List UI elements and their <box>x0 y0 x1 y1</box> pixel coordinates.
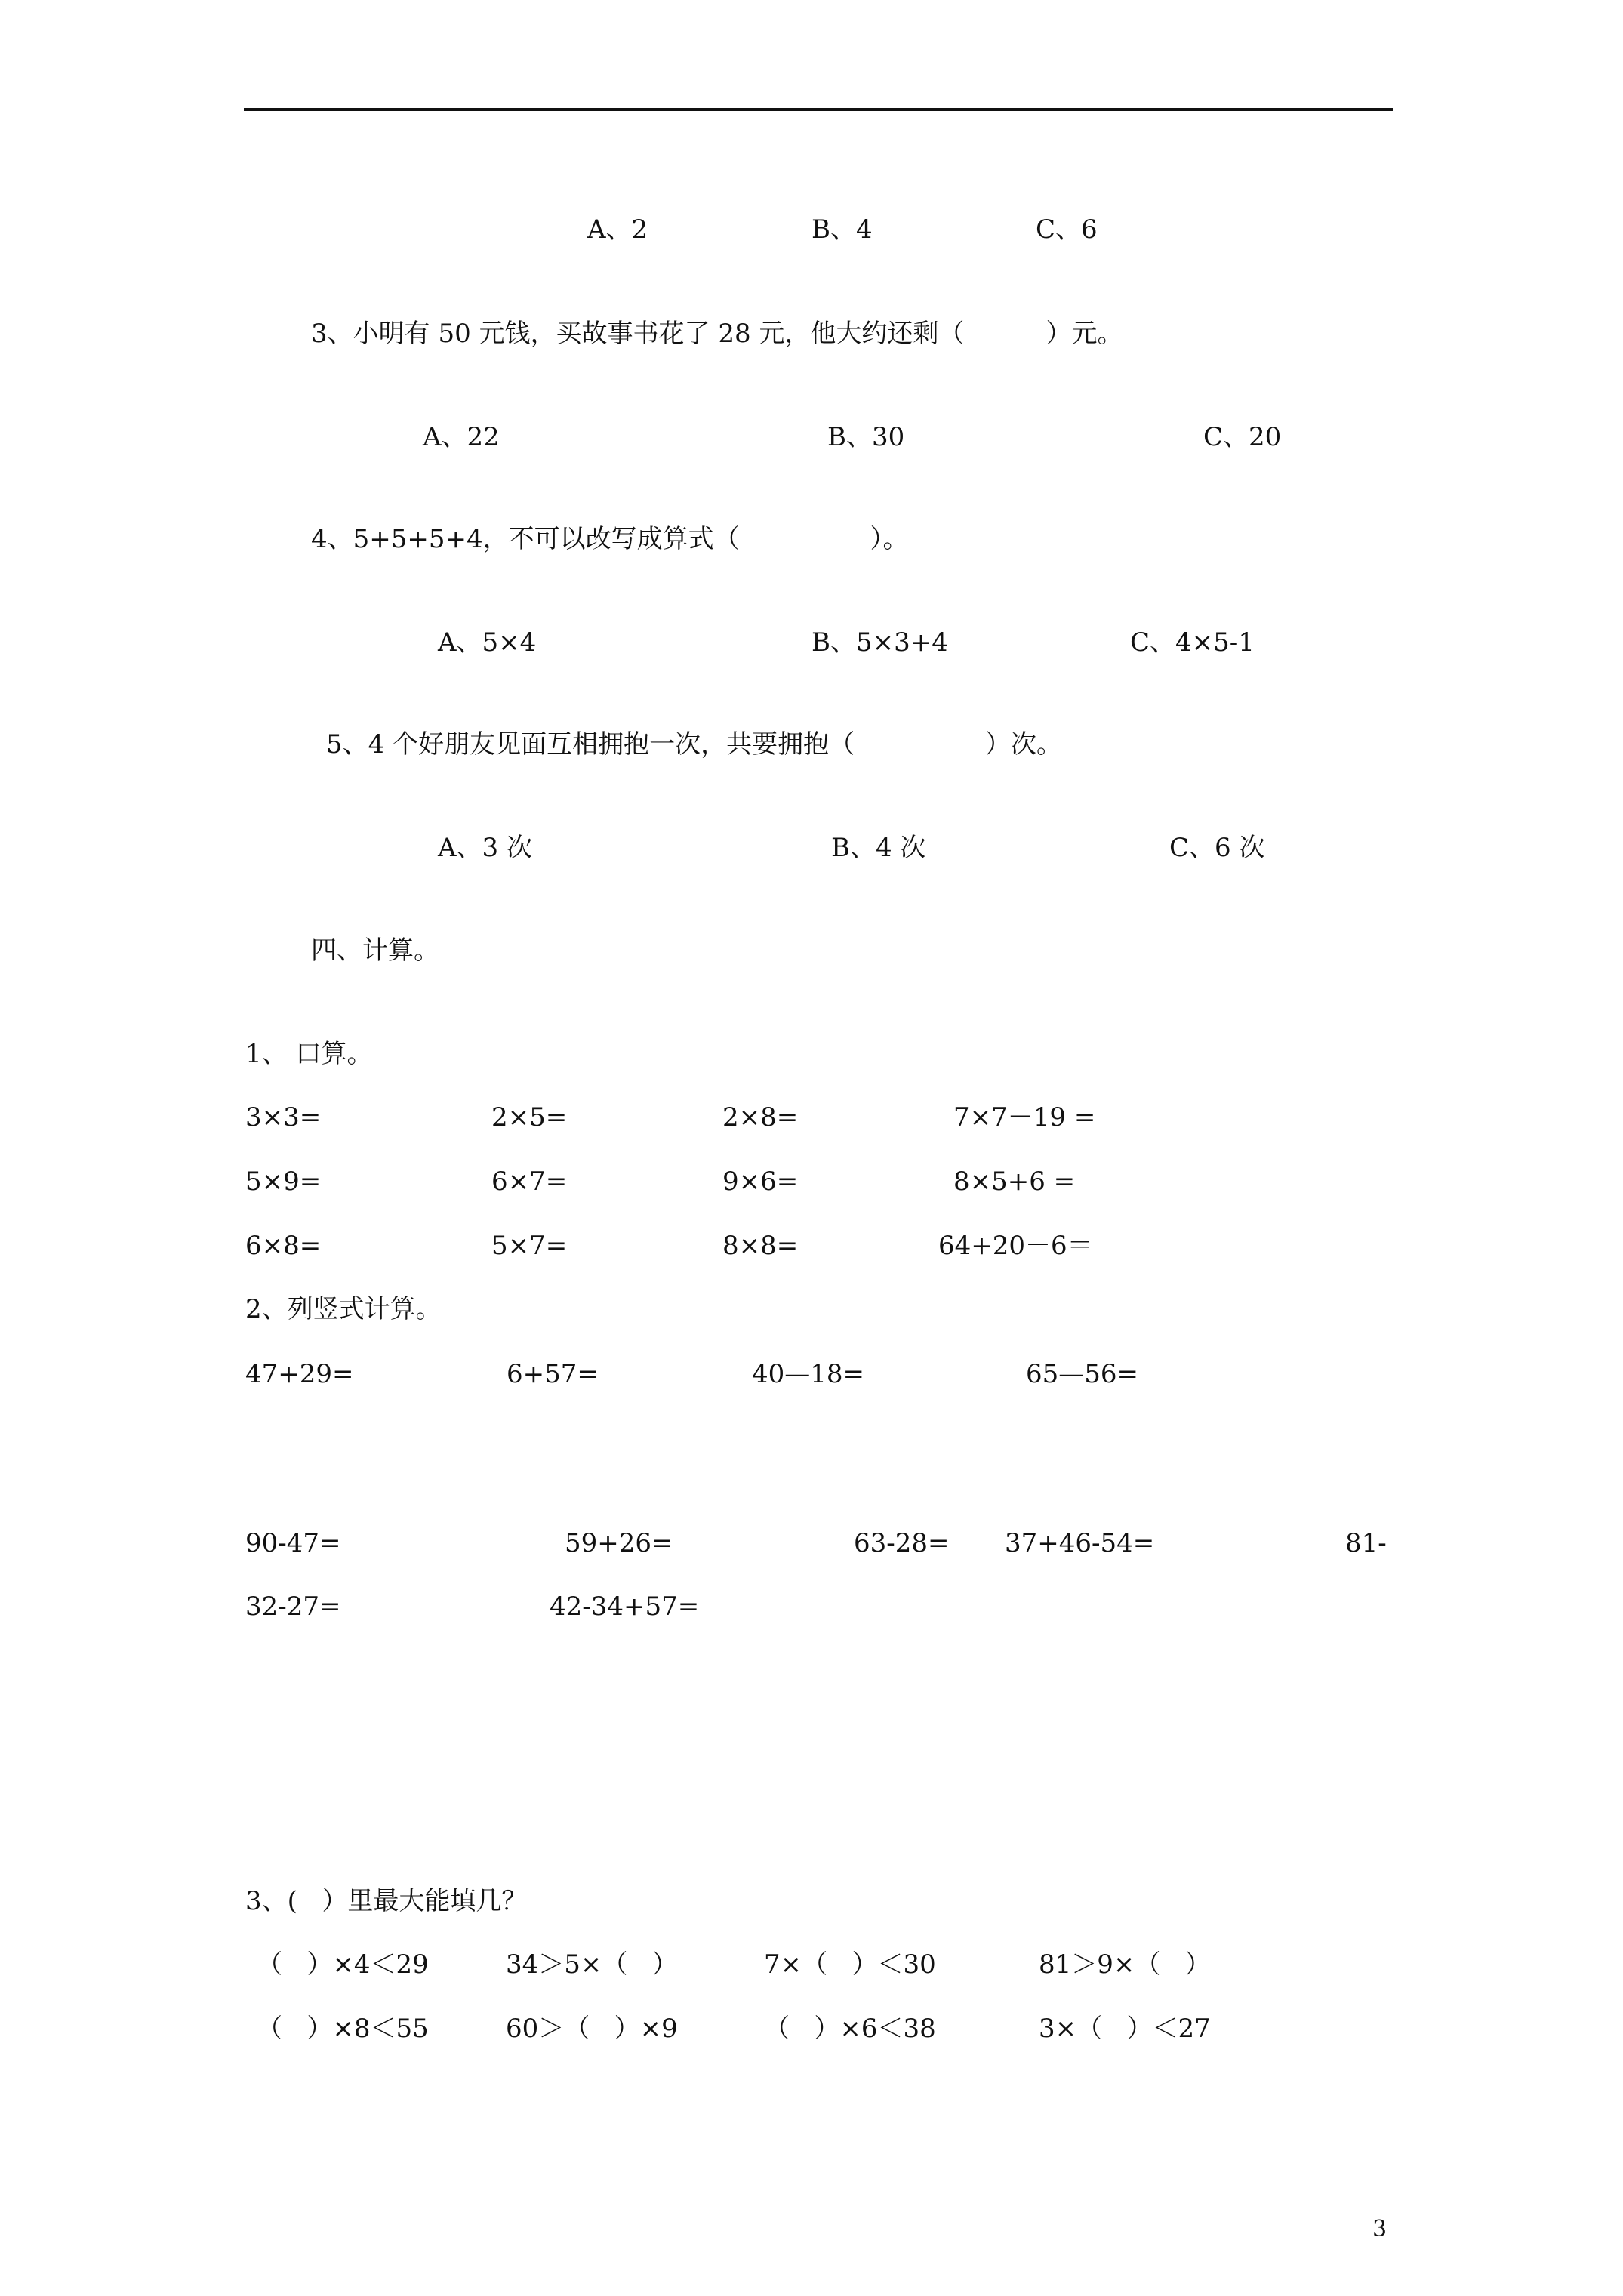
oral-item: 9×6= <box>722 1166 799 1197</box>
section4-title: 四、计算。 <box>311 935 439 966</box>
fill-blank-item: 60＞（ ）×9 <box>506 2014 678 2044</box>
q3-question: 3、小明有 50 元钱，买故事书花了 28 元，他大约还剩（ ）元。 <box>311 319 1123 349</box>
q2-option-a: A、2 <box>587 214 648 245</box>
oral-item: 2×5= <box>491 1102 568 1133</box>
q2-option-b: B、4 <box>812 214 873 245</box>
oral-item: 7×7－19 = <box>953 1102 1096 1133</box>
vertical-calc-item: 65—56= <box>1026 1359 1139 1389</box>
q2-option-c: C、6 <box>1036 214 1098 245</box>
vertical-calc-item: 40—18= <box>752 1359 865 1389</box>
q5-option-a: A、3 次 <box>438 833 532 863</box>
fill-blank-item: （ ）×6＜38 <box>764 2014 936 2044</box>
oral-item: 6×7= <box>491 1166 568 1197</box>
q5-question: 5、4 个好朋友见面互相拥抱一次，共要拥抱（ ）次。 <box>326 729 1062 760</box>
oral-item: 64+20－6＝ <box>938 1231 1093 1261</box>
oral-item: 3×3= <box>245 1102 322 1133</box>
part3-title: 3、( ）里最大能填几？ <box>245 1886 528 1916</box>
q4-option-b: B、5×3+4 <box>812 627 948 658</box>
q4-question: 4、5+5+5+4，不可以改写成算式（ ）。 <box>311 524 909 554</box>
fill-blank-item: 34＞5×（ ） <box>506 1949 678 1980</box>
oral-item: 2×8= <box>722 1102 799 1133</box>
vertical-calc-item: 81- <box>1345 1528 1387 1558</box>
part1-title: 1、 口算。 <box>245 1039 373 1069</box>
q4-option-c: C、4×5-1 <box>1130 627 1255 658</box>
q3-option-a: A、22 <box>423 422 500 452</box>
page-number: 3 <box>1372 2216 1387 2242</box>
fill-blank-item: （ ）×4＜29 <box>257 1949 429 1980</box>
q5-option-c: C、6 次 <box>1169 833 1265 863</box>
fill-blank-item: 81＞9×（ ） <box>1039 1949 1211 1980</box>
oral-item: 5×7= <box>491 1231 568 1261</box>
fill-blank-item: 3×（ ）＜27 <box>1039 2014 1211 2044</box>
vertical-calc-item: 6+57= <box>507 1359 599 1389</box>
vertical-calc-item: 47+29= <box>245 1359 354 1389</box>
fill-blank-item: （ ）×8＜55 <box>257 2014 429 2044</box>
q4-option-a: A、5×4 <box>438 627 537 658</box>
vertical-calc-item: 32-27= <box>245 1592 341 1622</box>
q3-option-c: C、20 <box>1203 422 1282 452</box>
oral-item: 5×9= <box>245 1166 322 1197</box>
vertical-calc-item: 59+26= <box>565 1528 673 1558</box>
oral-item: 8×8= <box>722 1231 799 1261</box>
vertical-calc-item: 90-47= <box>245 1528 341 1558</box>
vertical-calc-item: 42-34+57= <box>550 1592 700 1622</box>
vertical-calc-item: 37+46-54= <box>1005 1528 1155 1558</box>
q5-option-b: B、4 次 <box>831 833 926 863</box>
header-rule <box>244 108 1393 111</box>
fill-blank-item: 7×（ ）＜30 <box>764 1949 936 1980</box>
oral-item: 8×5+6 = <box>953 1166 1076 1197</box>
q3-option-b: B、30 <box>827 422 905 452</box>
part2-title: 2、列竖式计算。 <box>245 1294 442 1324</box>
oral-item: 6×8= <box>245 1231 322 1261</box>
vertical-calc-item: 63-28= <box>854 1528 950 1558</box>
